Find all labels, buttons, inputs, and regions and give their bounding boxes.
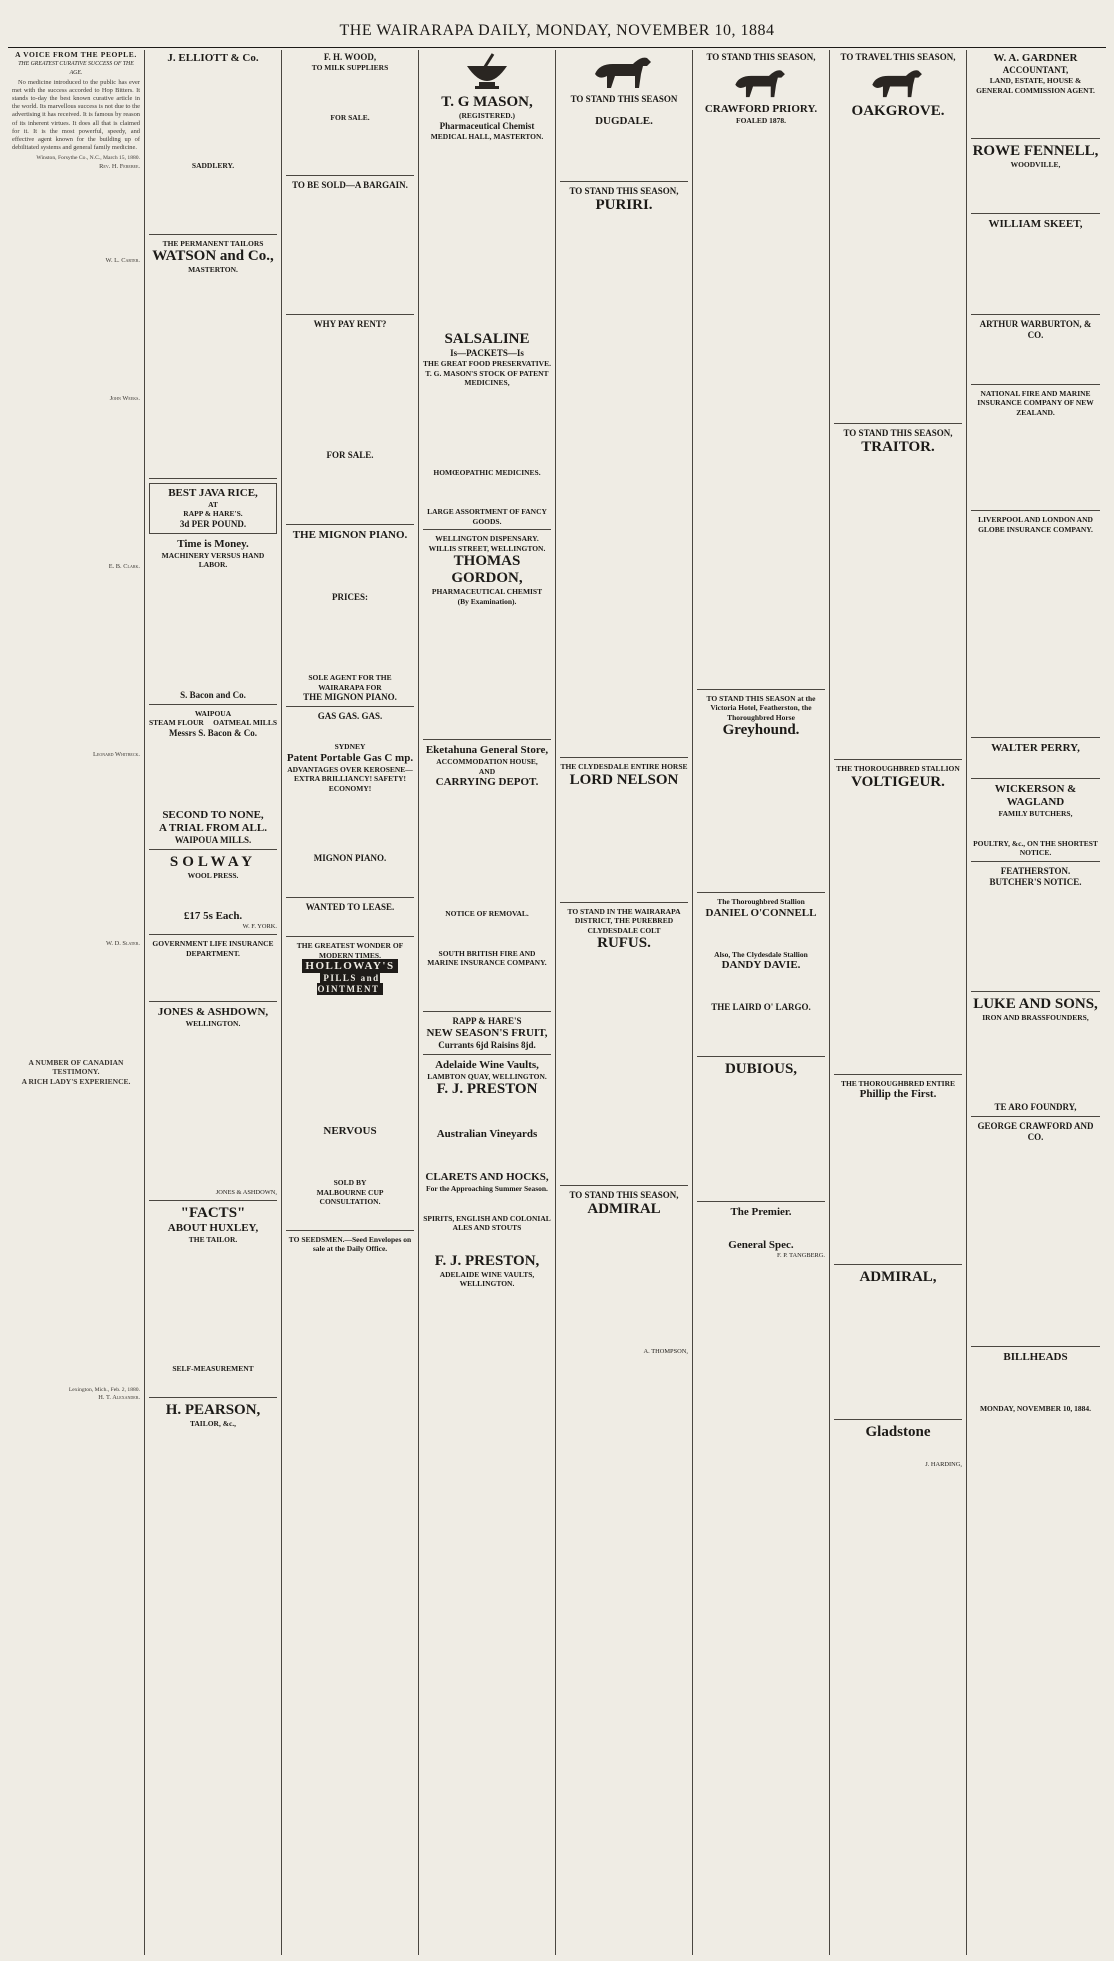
story-heading: A NUMBER OF CANADIAN TESTIMONY.: [28, 1057, 124, 1077]
ad-waipoua: [149, 709, 277, 850]
ad-line: For the Approaching Summer Season.: [426, 1184, 548, 1193]
ad-warburton: [971, 319, 1100, 385]
ad-intro: THE THOROUGHBRED ENTIRE: [840, 1078, 956, 1088]
ad-line: A TRIAL FROM ALL.: [159, 821, 267, 834]
ad-pretitle: THE PERMANENT TAILORS: [162, 238, 264, 248]
ad-national-insurance: [971, 389, 1100, 512]
ad-line: NOTICE OF REMOVAL.: [445, 909, 529, 918]
ad-intro: TO STAND THIS SEASON: [570, 94, 678, 104]
ad-crawford-priory: [697, 52, 825, 690]
ad-title: [286, 973, 414, 995]
ad-subtitle: PHARMACEUTICAL CHEMIST: [431, 587, 543, 596]
ad-line: LAND, ESTATE, HOUSE & GENERAL COMMISSION AGENT.: [976, 76, 1095, 95]
ad-line: RAPP & HARE'S.: [183, 509, 243, 518]
ad-line: T. G. MASON'S STOCK OF PATENT MEDICINES,: [425, 368, 549, 387]
ad-gladstone: [834, 1424, 962, 1472]
ad-oconnell: [697, 897, 825, 1057]
ad-title: THE MIGNON PIANO.: [303, 692, 397, 702]
ad-title: FOR SALE.: [326, 450, 374, 460]
ad-line: EXTRA BRILLIANCY! SAFETY! ECONOMY!: [293, 774, 407, 793]
ad-subtitle: Pharmaceutical Chemist: [439, 120, 535, 131]
ad-gardner: [971, 52, 1100, 139]
ad-perry: [971, 742, 1100, 779]
ad-subtitle: TO MILK SUPPLIERS: [311, 63, 389, 72]
column-2: [145, 50, 282, 1955]
ad-title: CRAWFORD PRIORY.: [704, 103, 818, 115]
ad-billheads: [971, 1351, 1100, 1417]
ad-title: F. J. PRESTON,: [434, 1252, 540, 1269]
ad-subtitle: Is—PACKETS—Is: [450, 348, 524, 358]
ad-title: LUKE AND SONS,: [973, 995, 1098, 1012]
ad-skeet: [971, 218, 1100, 315]
testimonial-signature: E. B. Clark.: [108, 563, 140, 571]
ad-title: W. A. GARDNER: [993, 52, 1078, 64]
ad-subtitle: IRON AND BRASSFOUNDERS,: [982, 1012, 1089, 1022]
masthead-rule: [8, 47, 1106, 48]
ad-signature: A. THOMPSON,: [643, 1348, 688, 1355]
ad-title: ROWE FENNELL,: [972, 143, 1099, 159]
ad-subtitle: LAMBTON QUAY, WELLINGTON.: [427, 1071, 547, 1081]
ad-line: SECOND TO NONE,: [162, 808, 264, 821]
ad-signature: F. P. TANGBERG.: [776, 1252, 825, 1259]
ad-watson: [149, 239, 277, 479]
ad-title: WALTER PERRY,: [991, 742, 1080, 754]
ad-title: TRAITOR.: [861, 439, 935, 455]
ad-preston: [423, 1059, 551, 1292]
ad-subtitle: ADELAIDE WINE VAULTS, WELLINGTON.: [439, 1269, 535, 1288]
ad-title: THE MIGNON PIANO.: [292, 529, 408, 541]
ad-line: Currants 6jd Raisins 8jd.: [438, 1039, 536, 1050]
testimonial-signature: John Weeks.: [109, 394, 140, 402]
ad-price: 3d PER POUND.: [179, 518, 247, 529]
column-8: [967, 50, 1104, 1955]
story-subheading: A RICH LADY'S EXPERIENCE.: [21, 1076, 131, 1086]
article-subheading: THE GREATEST CURATIVE SUCCESS OF THE AGE.: [18, 60, 134, 76]
column-4: [419, 50, 556, 1955]
ad-eketahuna: [423, 744, 551, 1012]
column-5: [556, 50, 693, 1955]
ad-subtitle: PRICES:: [331, 592, 368, 602]
ad-title: WAIPOUA: [194, 708, 232, 718]
horse-icon: [867, 65, 929, 101]
ad-subtitle: MACHINERY VERSUS HAND LABOR.: [161, 550, 265, 569]
ad-title: BEST JAVA RICE,: [168, 486, 258, 499]
ad-greyhound: [697, 694, 825, 894]
ad-title: Eketahuna General Store,: [425, 744, 549, 756]
ad-signature: JONES & ASHDOWN,: [215, 1188, 277, 1196]
ad-title: GOVERNMENT LIFE INSURANCE DEPARTMENT.: [152, 939, 274, 958]
ad-title: H. PEARSON,: [165, 1401, 261, 1418]
pills-banner: PILLS and OINTMENT: [317, 972, 382, 995]
ad-dubious: [697, 1061, 825, 1202]
ad-mason: [423, 52, 551, 530]
ad-title: SALSALINE: [444, 331, 530, 347]
horse-icon: [589, 52, 659, 92]
ad-title: The Premier.: [730, 1206, 792, 1218]
ad-title: BILLHEADS: [1003, 1351, 1068, 1363]
ad-subtitle: MASTERTON.: [188, 265, 238, 274]
ad-oakgrove: [834, 52, 962, 424]
ad-bargain: [286, 180, 414, 315]
column-3: [282, 50, 419, 1955]
ad-title: PURIRI.: [595, 197, 653, 213]
ad-dugdale: [560, 52, 688, 182]
ad-lord-nelson: [560, 762, 688, 903]
ad-title: GAS GAS. GAS.: [317, 711, 383, 721]
ad-admiral-kaiwaiwai: [834, 1269, 962, 1420]
holloway-banner: HOLLOWAY'S: [302, 959, 397, 973]
ad-mignon: [286, 529, 414, 707]
testimonial-signature: W. L. Carter.: [105, 256, 140, 264]
ad-subtitle: THE TAILOR.: [188, 1234, 238, 1244]
ad-title: GEORGE CRAWFORD AND CO.: [977, 1121, 1094, 1142]
ad-title: Patent Portable Gas C mp.: [286, 751, 414, 764]
ad-title: ADMIRAL,: [859, 1269, 937, 1285]
ad-elliott: [149, 52, 277, 235]
ad-line: SOLE AGENT FOR THE WAIRARAPA FOR: [308, 673, 392, 692]
ad-title: Phillip the First.: [859, 1088, 937, 1100]
ad-line: AT: [208, 499, 218, 509]
ad-liverpool: [971, 515, 1100, 738]
ad-line: WILLIS STREET, WELLINGTON.: [428, 543, 546, 553]
ad-premier: [697, 1206, 825, 1263]
ad-phillip: [834, 1079, 962, 1266]
ad-title: J. ELLIOTT & Co.: [167, 52, 259, 64]
ad-line: SOLD BY: [333, 1178, 367, 1187]
ad-intro: THE THOROUGHBRED STALLION: [836, 764, 960, 773]
testimonial-place: Winston, Forsythe Co., N.C., March 15, 1880.: [36, 155, 140, 162]
ad-voltigeur: [834, 764, 962, 1075]
ad-wickerson: [971, 783, 1100, 862]
ad-line: (REGISTERED.): [458, 111, 516, 120]
ad-title: ADMIRAL: [587, 1201, 661, 1217]
ad-subtitle: WELLINGTON.: [185, 1019, 241, 1029]
ad-government-life: [149, 939, 277, 1002]
ad-subtitle: BUTCHER'S NOTICE.: [989, 876, 1082, 887]
ad-title: DUGDALE.: [595, 115, 653, 127]
ad-subtitle: ACCOUNTANT,: [1002, 65, 1069, 75]
mortar-pestle-icon: [459, 52, 515, 92]
ad-crawford-co: [971, 1121, 1100, 1347]
ad-title: Time is Money.: [177, 537, 249, 550]
ad-title: NERVOUS: [323, 1125, 377, 1137]
ad-line: (By Examination).: [457, 596, 517, 606]
column-7: [830, 50, 967, 1955]
ad-line: S. Bacon and Co.: [180, 689, 246, 700]
ad-wanted: [286, 902, 414, 937]
ad-gordon: [423, 534, 551, 740]
testimonial-signature: Rev. H. Ferebee.: [99, 162, 140, 170]
ad-jones-ashdown: [149, 1006, 277, 1201]
ad-why-pay-rent: [286, 319, 414, 525]
ad-title: MIGNON PIANO.: [313, 853, 387, 863]
ad-title: WICKERSON & WAGLAND: [994, 783, 1077, 808]
ad-subtitle: TAILOR, &c.,: [189, 1418, 237, 1428]
ad-title: OAKGROVE.: [851, 103, 945, 119]
ad-time-money: [149, 538, 277, 705]
ad-title: Greyhound.: [722, 722, 800, 738]
ad-title: NEW SEASON'S FRUIT,: [426, 1026, 548, 1039]
ad-title: F. J. PRESTON: [436, 1081, 538, 1097]
ad-title: WHY PAY RENT?: [313, 319, 387, 329]
ad-title: LIVERPOOL AND LONDON AND GLOBE INSURANCE COMPANY.: [978, 515, 1093, 534]
ad-rowe-fennell: [971, 143, 1100, 214]
newspaper-columns: [8, 50, 1106, 1955]
ad-java-rice: [149, 483, 277, 534]
ad-signature: W. F. YORK.: [242, 923, 277, 930]
article-heading: A VOICE FROM THE PEOPLE.: [15, 50, 137, 59]
ad-line: FOR SALE.: [330, 112, 370, 122]
ad-intro: TO STAND THIS SEASON,: [569, 186, 679, 196]
ad-title: CLARETS AND HOCKS,: [425, 1171, 549, 1183]
ad-intro: TO STAND THIS SEASON,: [569, 1190, 679, 1200]
ad-title: General Spec.: [728, 1239, 794, 1251]
ad-line: SELF-MEASUREMENT: [172, 1364, 254, 1374]
ad-line: SPIRITS, ENGLISH AND COLONIAL ALES AND STOUTS: [423, 1213, 551, 1232]
ad-intro: THE CLYDESDALE ENTIRE HORSE: [560, 762, 688, 771]
ad-huxley: [149, 1205, 277, 1398]
ad-rufus: [560, 907, 688, 1187]
ad-traitor: [834, 428, 962, 760]
ad-butcher: [971, 866, 1100, 992]
story-signature: H. T. Alexander.: [98, 1394, 140, 1402]
ad-signature: J. HARDING,: [925, 1461, 962, 1468]
ad-intro: The Thoroughbred Stallion: [717, 897, 805, 906]
story-place: Lexington, Mich., Feb. 2, 1880.: [68, 1387, 140, 1394]
newspaper-title: THE WAIRARAPA DAILY, MONDAY, NOVEMBER 10, 1884: [339, 22, 775, 39]
ad-subtitle: WOODVILLE,: [1010, 160, 1061, 169]
ad-mill-row: [149, 718, 277, 728]
ad-title: F. H. WOOD,: [323, 52, 377, 62]
ad-wood-milk: [286, 52, 414, 176]
ad-subtitle: SYDNEY: [334, 742, 366, 751]
ad-title: Adelaide Wine Vaults,: [435, 1058, 539, 1071]
ad-title: SOLWAY: [169, 853, 257, 870]
ad-title: Messrs S. Bacon & Co.: [169, 727, 257, 738]
ad-title: WATSON and Co.,: [152, 248, 274, 264]
ad-title: Australian Vineyards: [436, 1128, 538, 1140]
ad-line: LARGE ASSORTMENT OF FANCY GOODS.: [427, 507, 547, 526]
ad-price: £17 5s Each.: [183, 910, 243, 922]
ad-line: POULTRY, &c., ON THE SHORTEST NOTICE.: [973, 838, 1098, 857]
ad-title: NATIONAL FIRE AND MARINE INSURANCE COMPANY OF NEW ZEALAND.: [977, 388, 1094, 417]
ad-line: STEAM FLOUR: [149, 718, 204, 727]
ad-title: CARRYING DEPOT.: [435, 776, 539, 788]
ad-title: ABOUT HUXLEY,: [167, 1221, 259, 1234]
ad-line: SOUTH BRITISH FIRE AND MARINE INSURANCE COMPANY.: [427, 948, 547, 967]
ad-title: T. G MASON,: [441, 94, 533, 110]
ad-subtitle: FAMILY BUTCHERS,: [998, 809, 1073, 818]
ad-intro: TO STAND THIS SEASON,: [843, 428, 953, 438]
ad-solway: [149, 854, 277, 936]
article-paragraph: No medicine introduced to the public has ever met with the success accorded to Hop Bitters. It stands to-day the best known curative article in the world. Its marvellous success is not due to the advertising it has received. It is famous by reason of its inherent virtues. It does all that is claimed for it. It is the most powerful, speedy, and effective agent known for the building up of debilitated systems and general family medicine.: [12, 78, 140, 152]
ad-intro: Also, The Clydesdale Stallion: [714, 949, 808, 959]
ad-subtitle: WOOL PRESS.: [187, 870, 239, 880]
column-1: [8, 50, 145, 1955]
article-body: [12, 79, 140, 1403]
ad-subtitle: WELLINGTON DISPENSARY.: [435, 534, 539, 543]
ad-line: HOMŒOPATHIC MEDICINES.: [433, 467, 541, 477]
ad-luke: [971, 996, 1100, 1118]
ad-rapp-hare: [423, 1016, 551, 1055]
ad-title: VOLTIGEUR.: [851, 773, 945, 790]
ad-title: DUBIOUS,: [724, 1061, 798, 1077]
ad-line: TE ARO FOUNDRY,: [994, 1102, 1077, 1112]
issue-date: MONDAY, NOVEMBER 10, 1884.: [979, 1404, 1092, 1413]
ad-title: DANDY DAVIE.: [721, 959, 801, 971]
ad-title: FEATHERSTON.: [1000, 865, 1071, 876]
ad-line: OATMEAL MILLS: [213, 718, 277, 727]
ad-title: "FACTS": [180, 1204, 246, 1221]
masthead: [0, 0, 1114, 46]
ad-line: MALBOURNE CUP CONSULTATION.: [316, 1187, 384, 1206]
ad-title: THOMAS GORDON,: [451, 553, 523, 586]
ad-title: WANTED TO LEASE.: [305, 902, 395, 912]
ad-gas: [286, 711, 414, 898]
ad-title: Gladstone: [865, 1424, 931, 1440]
ad-title: TO BE SOLD—A BARGAIN.: [292, 180, 408, 190]
horse-icon: [730, 65, 792, 101]
ad-subtitle: ACCOMMODATION HOUSE,: [436, 757, 538, 766]
ad-title: DANIEL O'CONNELL: [705, 906, 817, 919]
ad-title: THE LAIRD O' LARGO.: [711, 1002, 811, 1012]
ad-intro: TO TRAVEL THIS SEASON,: [840, 52, 956, 62]
ad-seedsmen: TO SEEDSMEN.—Seed Envelopes on sale at the Daily Office.: [288, 1234, 412, 1253]
ad-title: JONES & ASHDOWN,: [157, 1006, 269, 1019]
ad-puriri: [560, 186, 688, 758]
ad-title: WILLIAM SKEET,: [988, 217, 1083, 230]
ad-line: THE GREAT FOOD PRESERVATIVE.: [423, 359, 551, 368]
ad-subtitle: SADDLERY.: [191, 161, 235, 170]
ad-admiral: [560, 1190, 688, 1359]
ad-subtitle: FOALED 1878.: [735, 116, 786, 125]
ad-intro: TO STAND THIS SEASON at the Victoria Hotel, Featherston, the Thoroughbred Horse: [706, 693, 816, 722]
ad-holloway: [286, 941, 414, 1231]
ad-subtitle: THE GREATEST WONDER OF MODERN TIMES.: [296, 941, 404, 960]
ad-title: LORD NELSON: [569, 771, 679, 788]
testimonial-signature: Leonard Whitbeck.: [92, 751, 140, 759]
ad-pearson: [149, 1402, 277, 1432]
testimonial-signature: W. D. Slater.: [105, 939, 140, 947]
ad-title: ARTHUR WARBURTON, & CO.: [979, 318, 1092, 340]
column-6: [693, 50, 830, 1955]
ad-title: RAPP & HARE'S: [452, 1015, 522, 1026]
ad-line: AND: [478, 766, 496, 776]
ad-intro: TO STAND THIS SEASON,: [706, 52, 816, 62]
ad-line: MEDICAL HALL, MASTERTON.: [430, 131, 544, 141]
ad-title: RUFUS.: [597, 935, 651, 951]
ad-subtitle: ADVANTAGES OVER KEROSENE—: [287, 764, 413, 774]
ad-line: WAIPOUA MILLS.: [174, 834, 252, 845]
ad-intro: TO STAND IN THE WAIRARAPA DISTRICT, THE PUREBRED CLYDESDALE COLT: [567, 906, 681, 935]
